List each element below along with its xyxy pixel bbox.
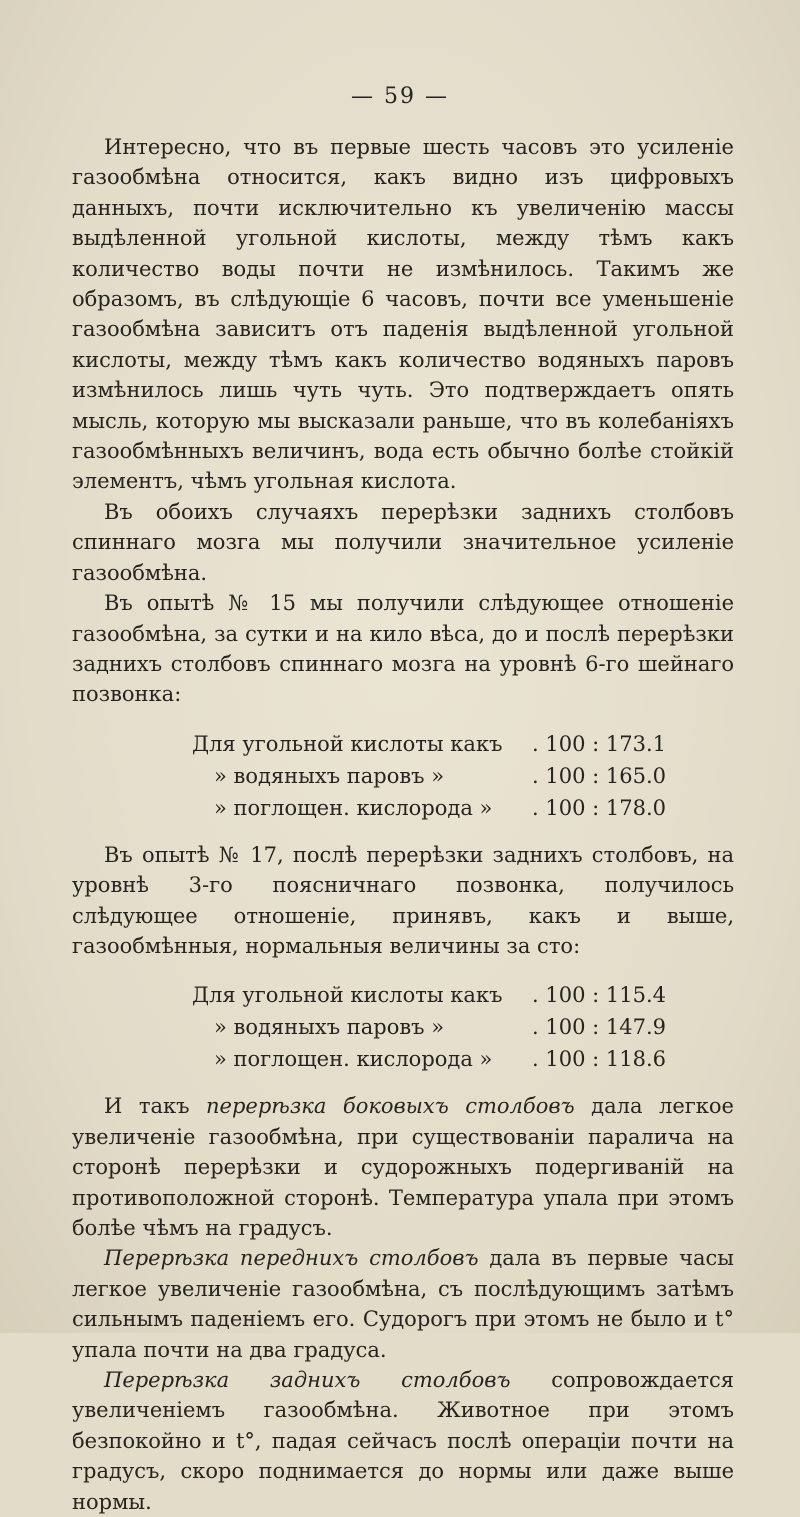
ratio-table-experiment-15 [192, 728, 666, 824]
row-value: . 100 : 115.4 [532, 983, 666, 1008]
row-label: Для угольной кислоты какъ [192, 731, 503, 756]
table-row [192, 792, 666, 824]
paragraph-1: Интересно, что въ первые шесть часовъ это усиленіе газообмѣна относится, какъ видно изъ цифровыхъ данныхъ, почти исключительно къ увеличенію массы выдѣленной угольной кислоты, между тѣмъ какъ количество воды почти не измѣнилось. Такимъ же образомъ, въ слѣдующіе 6 часовъ, почти все уменьшеніе газообмѣна зависитъ отъ паденія выдѣленной угольной кислоты, между тѣмъ какъ количество водяныхъ паровъ измѣнилось лишь чуть чуть. Это подтверждаетъ опять мысль, которую мы высказали раньше, что въ колебаніяхъ газообмѣнныхъ величинъ, вода есть обычно болѣе стойкій элементъ, чѣмъ угольная кислота. [72, 135, 734, 494]
table-row [192, 1011, 666, 1043]
row-label: » поглощен. кислорода » [214, 795, 493, 820]
paragraph-7 [72, 1365, 734, 1517]
row-value: . 100 : 165.0 [532, 763, 666, 788]
row-value: . 100 : 173.1 [532, 731, 666, 756]
paragraph-7-italic: Перерѣзка заднихъ столбовъ [104, 1368, 511, 1392]
row-label: » водяныхъ паровъ » [214, 763, 445, 788]
ratio-table-experiment-17 [192, 979, 666, 1075]
paragraph-6-rest: дала въ первые часы легкое увеличеніе газообмѣна, съ послѣдующимъ затѣмъ сильнымъ паденіемъ его. Судорогъ при этомъ не было и t° упала почти на два градуса. [72, 1246, 735, 1362]
row-label: » поглощен. кислорода » [214, 1047, 493, 1072]
paragraph-6 [72, 1243, 734, 1365]
table-row [192, 728, 666, 760]
row-value: . 100 : 178.0 [532, 795, 666, 820]
row-value: . 100 : 118.6 [532, 1047, 666, 1072]
table-row [192, 979, 666, 1011]
paragraph-5-rest: дала легкое увеличеніе газообмѣна, при существованіи паралича на сторонѣ перерѣзки и судорожныхъ подергиваній на противоположной сторонѣ. Температура упала при этомъ болѣе чѣмъ на градусъ. [72, 1094, 734, 1240]
page-number: — 59 — [351, 84, 449, 109]
paragraph-7-rest: сопровождается увеличеніемъ газообмѣна. Животное при этомъ безпокойно и t°, падая сейчасъ послѣ операціи почти на градусъ, скоро поднимается до нормы или даже выше нормы. [72, 1368, 734, 1514]
paragraph-5-lead: И такъ [104, 1094, 190, 1119]
paragraph-6-italic: Перерѣзка переднихъ столбовъ [104, 1246, 479, 1271]
table-row [192, 1043, 666, 1075]
paragraph-5 [72, 1091, 734, 1243]
paragraph-5-italic: перерѣзка боковыхъ столбовъ [206, 1094, 575, 1119]
row-value: . 100 : 147.9 [532, 1015, 666, 1040]
row-label: » водяныхъ паровъ » [214, 1015, 445, 1040]
table-row [192, 760, 666, 792]
row-label: Для угольной кислоты какъ [192, 983, 503, 1008]
body-text [72, 132, 734, 1517]
paragraph-4: Въ опытѣ № 17, послѣ перерѣзки заднихъ столбовъ, на уровнѣ 3-го поясничнаго позвонка, получилось слѣдующее отношеніе, принявъ, какъ и выше, газообмѣнныя, нормальныя величины за сто: [72, 842, 734, 958]
paragraph-3: Въ опытѣ № 15 мы получили слѣдующее отношеніе газообмѣна, за сутки и на кило вѣса, до и послѣ перерѣзки заднихъ столбовъ спиннаго мозга на уровнѣ 6-го шейнаго позвонка: [72, 591, 734, 707]
paragraph-2: Въ обоихъ случаяхъ перерѣзки заднихъ столбовъ спиннаго мозга мы получили значительное усиленіе газообмѣна. [72, 499, 734, 585]
